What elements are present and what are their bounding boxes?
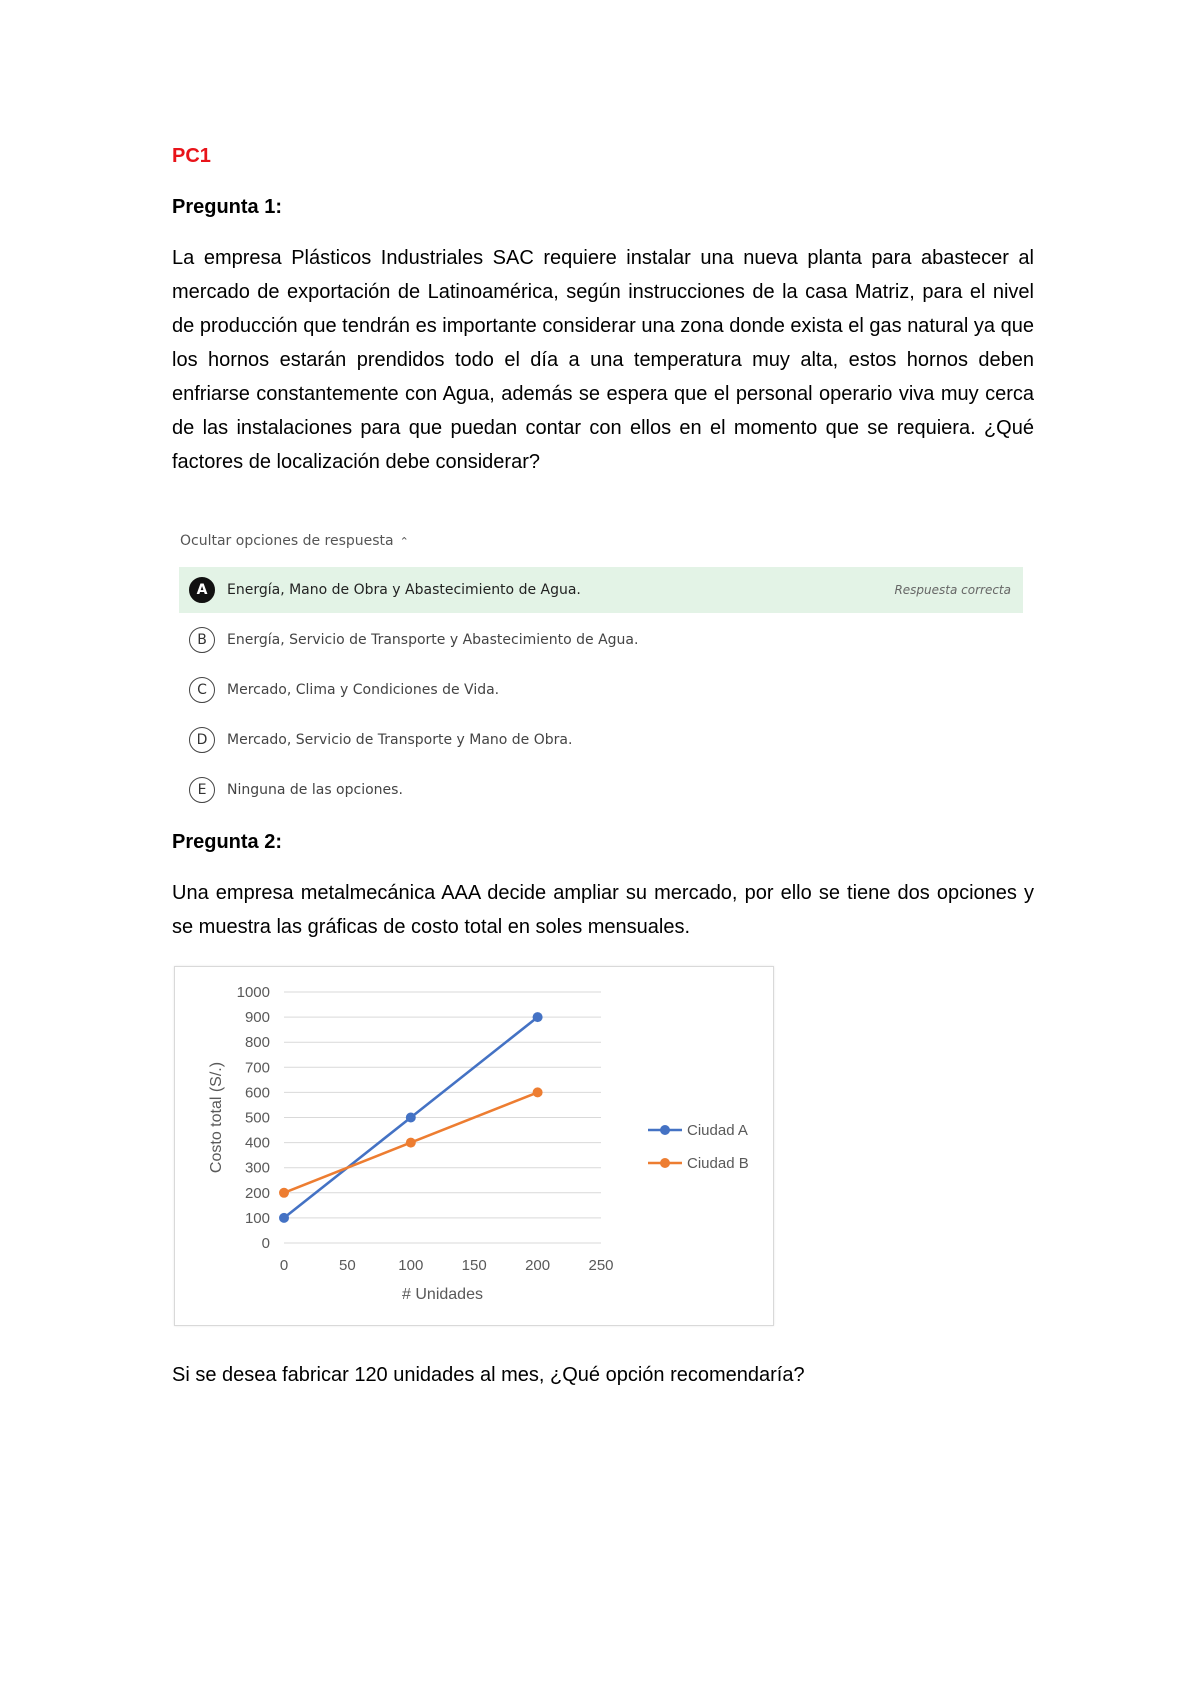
x-tick-label: 250 [588,1257,614,1274]
x-tick-label: 150 [461,1257,487,1274]
y-tick-label: 800 [244,1034,270,1052]
data-point [533,1012,543,1022]
option-letter-d: D [189,727,215,753]
question-1-text: La empresa Plásticos Industriales SAC requiere instalar una nueva planta para abastecer al mercado de exportación de Latinoamérica, según instrucciones de la casa Matriz, para el nivel de producción que tendrán es importante considerar una zona donde exista el gas natural ya que los hornos estarán prendidos todo el día a una temperatura muy alta, estos hornos deben enfriarse constantemente con Agua, además se espera que el personal operario viva muy cerca de las instalaciones para que puedan contar con ellos en el momento que se requiera. ¿Qué factores de localización debe considerar? [172,247,1034,473]
data-point [406,1138,416,1148]
document-heading: PC1 [172,145,211,167]
chevron-up-icon: ⌃ [399,535,409,548]
x-tick-label: 200 [525,1257,551,1274]
x-axis-title: # Unidades [402,1286,483,1303]
option-text-c: Mercado, Clima y Condiciones de Vida. [227,682,500,698]
option-text-a: Energía, Mano de Obra y Abastecimiento de Agua. [227,582,581,598]
y-tick-label: 1000 [236,984,270,1001]
legend-marker [660,1158,670,1168]
y-tick-label: 900 [244,1009,270,1027]
answer-option-a[interactable] [179,567,1023,613]
x-tick-label: 0 [279,1257,289,1274]
y-tick-label: 300 [244,1159,270,1177]
question-2-title: Pregunta 2: [172,831,283,853]
option-letter-a: A [189,577,215,603]
data-point [406,1113,416,1123]
option-text-e: Ninguna de las opciones. [227,782,403,798]
y-tick-label: 0 [261,1235,270,1252]
legend-label: Ciudad A [687,1122,748,1139]
y-tick-label: 500 [244,1109,270,1127]
cost-chart-svg [175,967,773,1325]
data-point [279,1188,289,1198]
y-tick-label: 700 [244,1059,270,1077]
option-letter-e: E [189,777,215,803]
correct-answer-tag: Respuesta correcta [894,583,1011,597]
x-tick-label: 100 [398,1257,424,1274]
hide-options-toggle[interactable] [180,533,409,549]
y-axis-title: Costo total (S/.) [208,1061,225,1174]
y-tick-label: 100 [244,1209,270,1227]
answer-option-d[interactable] [179,717,1023,763]
cost-chart [174,966,774,1326]
question-2-prompt: Si se desea fabricar 120 unidades al mes, ¿Qué opción recomendaría? [172,1364,805,1386]
legend-marker [660,1125,670,1135]
question-2-text: Una empresa metalmecánica AAA decide ampliar su mercado, por ello se tiene dos opciones y se muestra las gráficas de costo total en soles mensuales. [172,882,1034,938]
x-tick-label: 50 [339,1257,356,1274]
option-letter-b: B [189,627,215,653]
option-text-d: Mercado, Servicio de Transporte y Mano de Obra. [227,732,573,748]
y-tick-label: 200 [244,1184,270,1202]
y-tick-label: 600 [244,1084,270,1102]
option-text-b: Energía, Servicio de Transporte y Abastecimiento de Agua. [227,632,639,648]
answer-option-c[interactable] [179,667,1023,713]
data-point [533,1087,543,1097]
answer-option-b[interactable] [179,617,1023,663]
legend-label: Ciudad B [687,1155,749,1172]
y-tick-label: 400 [244,1134,270,1152]
question-1-title: Pregunta 1: [172,196,283,218]
option-letter-c: C [189,677,215,703]
data-point [279,1213,289,1223]
answer-options [172,525,1032,805]
answer-option-e[interactable] [179,767,1023,813]
hide-options-label: Ocultar opciones de respuesta [180,533,394,549]
